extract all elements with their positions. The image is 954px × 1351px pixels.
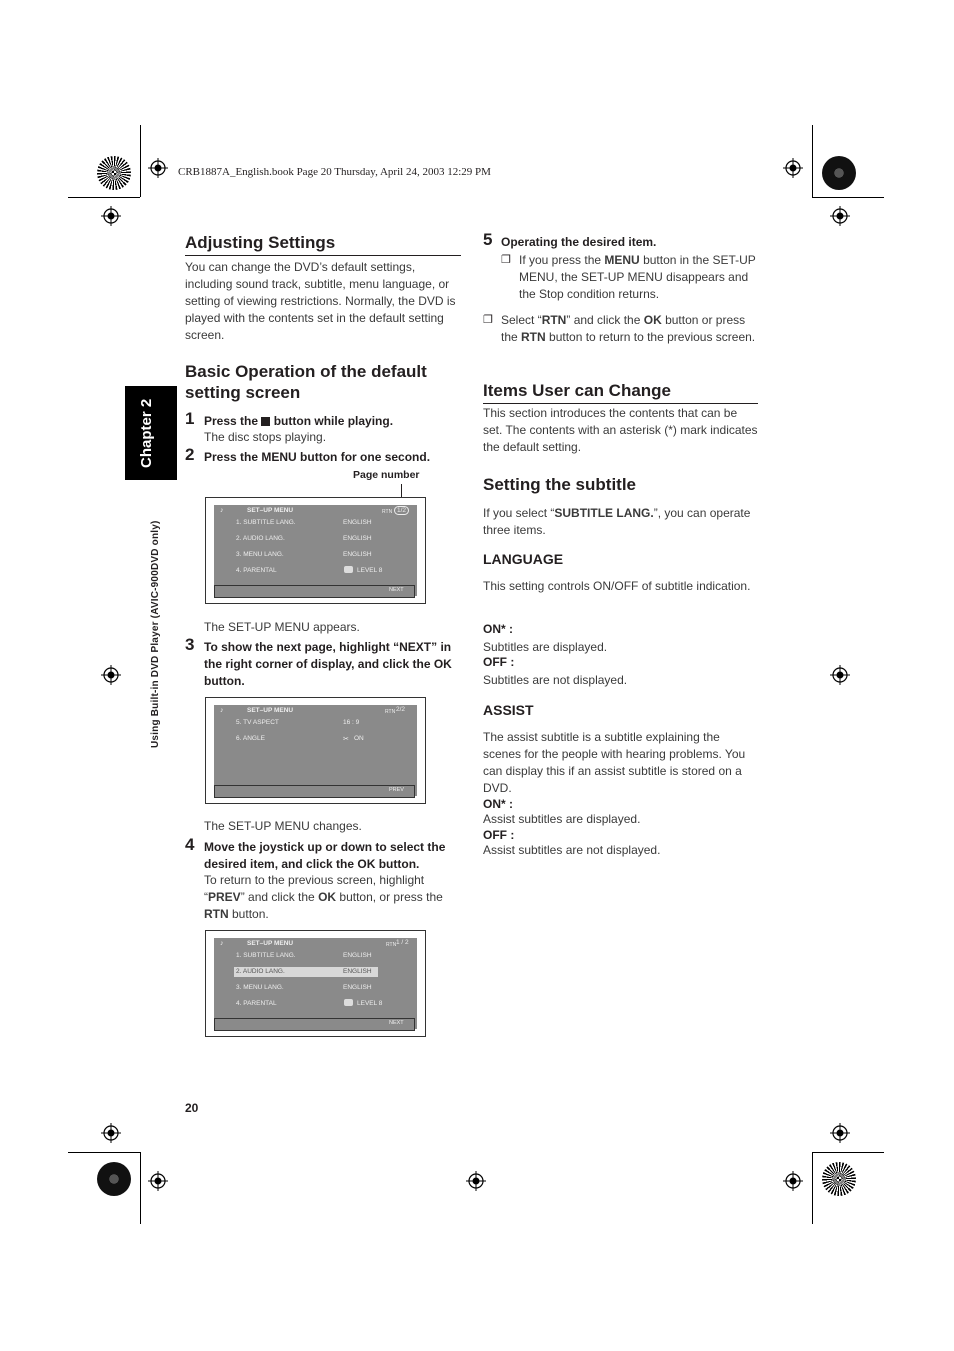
color-registration-icon (822, 1162, 856, 1196)
registration-mark-icon (830, 1123, 850, 1143)
setup-menu-screen-1 (205, 497, 426, 604)
menu-item-label: 4. PARENTAL (236, 1000, 277, 1007)
disc-icon: ♪ (220, 707, 224, 714)
next-label: NEXT (389, 587, 404, 593)
disc-icon: ♪ (220, 940, 224, 947)
crop-mark (812, 197, 884, 198)
menu-item-value: ENGLISH (343, 952, 372, 959)
registration-mark-icon (148, 1171, 168, 1191)
subsection-title: Setting the subtitle (483, 475, 636, 494)
menu-item-value: LEVEL 8 (357, 1000, 383, 1007)
bullet-text-part: ” and click the (566, 313, 644, 327)
option-label: ON* : (483, 797, 513, 811)
page-number: 20 (185, 1101, 199, 1115)
bullet-text (501, 312, 759, 346)
menu-item-label: 5. TV ASPECT (236, 719, 279, 726)
step-number: 1 (185, 409, 195, 428)
bullet-box-icon: ❐ (483, 314, 493, 326)
file-info-header: CRB1887A_English.book Page 20 Thursday, April 24, 2003 12:29 PM (178, 166, 491, 178)
lock-icon (344, 566, 353, 573)
menu-item-label: 1. SUBTITLE LANG. (236, 952, 296, 959)
step-text: Operating the desired item. (501, 235, 657, 249)
note-text-part: button. (228, 907, 269, 921)
items-paragraph: This section introduces the contents that can be set. The contents with an asterisk (*) mark indicates the default setting. (483, 406, 758, 454)
ok-key-label: OK (643, 313, 662, 327)
page-indicator: 2/2 (396, 706, 406, 713)
screen-caption: The SET-UP MENU appears. (204, 620, 360, 634)
section-title: Items User can Change (483, 381, 758, 404)
screen-footer-bar (214, 585, 415, 598)
crop-mark (140, 1152, 141, 1224)
section-title: Adjusting Settings (185, 233, 461, 256)
step-text-part: button. (375, 857, 420, 871)
option-description: Assist subtitles are not displayed. (483, 843, 661, 857)
step-number: 4 (185, 835, 195, 854)
ok-key-label: OK (357, 857, 376, 871)
option-label: OFF : (483, 828, 515, 842)
rtn-label: RTN (386, 942, 397, 948)
step-note (204, 872, 462, 923)
menu-item-label: 2. AUDIO LANG. (236, 535, 285, 542)
menu-item-value: 16 : 9 (343, 719, 360, 726)
option-description: Subtitles are displayed. (483, 640, 608, 654)
next-label: NEXT (389, 1020, 404, 1026)
menu-item-value: ENGLISH (343, 968, 372, 975)
menu-item-value: ENGLISH (343, 551, 372, 558)
registration-mark-icon (830, 206, 850, 226)
screen-footer-bar (214, 785, 415, 798)
option-description: Assist subtitles are displayed. (483, 812, 641, 826)
crop-mark (68, 197, 140, 198)
ok-key-label: OK (433, 657, 452, 671)
bullet-box-icon: ❐ (501, 254, 511, 266)
prev-key-label: PREV (208, 890, 241, 904)
step-text-part: Press the (204, 414, 262, 428)
menu-key-label: MENU (261, 450, 297, 464)
bullet-text-part: Select “ (501, 313, 542, 327)
menu-item-label: 6. ANGLE (236, 735, 265, 742)
menu-item-label: 4. PARENTAL (236, 567, 277, 574)
prev-label: PREV (389, 787, 404, 793)
rtn-label: RTN (382, 509, 393, 515)
menu-item-value: ENGLISH (343, 519, 372, 526)
menu-item-value: LEVEL 8 (357, 567, 383, 574)
screen-caption: The SET-UP MENU changes. (204, 819, 362, 833)
subsection-title: Basic Operation of the default setting screen (185, 362, 427, 402)
ok-key-label: OK (318, 890, 337, 904)
assist-paragraph: The assist subtitle is a subtitle explaining the scenes for the people with hearing problems. You can display this if an assist subtitle is stored on a DVD. (483, 730, 746, 795)
screen-title: SET–UP MENU (247, 940, 294, 947)
step-text-part: button. (204, 674, 245, 688)
disc-icon: ♪ (220, 507, 224, 514)
step-number: 2 (185, 445, 195, 464)
step-text (204, 639, 462, 690)
menu-item-value: ON (354, 735, 364, 742)
language-paragraph: This setting controls ON/OFF of subtitle indication. (483, 579, 751, 593)
paragraph-part: If you select “ (483, 506, 555, 520)
crop-mark (812, 1152, 884, 1153)
language-heading: LANGUAGE (483, 551, 564, 567)
step-text-part: Move the joystick up or down to select the desired item, and click the (204, 840, 446, 871)
subtitle-paragraph (483, 505, 758, 539)
rtn-key-label: RTN (521, 330, 546, 344)
subtitle-lang-label: SUBTITLE LANG. (554, 506, 654, 520)
step-text-part: button for one second. (296, 450, 431, 464)
option-label: ON* : (483, 622, 513, 636)
step-text-part: button while playing. (270, 414, 394, 428)
screen-footer-bar (214, 1018, 415, 1031)
page-number-callout: Page number (353, 469, 420, 481)
menu-item-label: 3. MENU LANG. (236, 984, 284, 991)
crop-mark (812, 125, 813, 197)
bullet-text-part: button or press the (501, 313, 746, 344)
step-text-part: Press the (204, 450, 262, 464)
camera-icon: ✂ (343, 736, 349, 743)
registration-mark-icon (148, 158, 168, 178)
registration-mark-icon (783, 158, 803, 178)
color-registration-icon (822, 156, 856, 190)
crop-mark (68, 1152, 140, 1153)
step-text (204, 839, 462, 873)
registration-mark-icon (466, 1171, 486, 1191)
crop-mark (140, 125, 141, 197)
step-text-part: To show the next page, highlight “NEXT” in the right corner of display, and click the (204, 640, 452, 671)
screen-title: SET–UP MENU (247, 507, 294, 514)
paragraph-part: ”, you can operate three items. (483, 506, 751, 537)
option-label: OFF : (483, 655, 515, 669)
assist-heading: ASSIST (483, 702, 534, 718)
intro-paragraph: You can change the DVD’s default settings, including sound track, subtitle, menu language, or setting of viewing restrictions. Normally, the DVD is played with the contents set in the default setting screen. (185, 260, 456, 342)
note-text-part: ” and click the (240, 890, 319, 904)
rtn-key-label: RTN (541, 313, 567, 327)
setup-menu-screen-2 (205, 697, 426, 804)
page-indicator: 1 / 2 (396, 939, 409, 946)
option-description: Subtitles are not displayed. (483, 673, 628, 687)
rtn-label: RTN (385, 709, 396, 715)
menu-item-label: 1. SUBTITLE LANG. (236, 519, 296, 526)
registration-mark-icon (101, 1123, 121, 1143)
menu-item-label: 3. MENU LANG. (236, 551, 284, 558)
color-registration-icon (97, 156, 131, 190)
screen-title: SET–UP MENU (247, 707, 294, 714)
chapter-label: Chapter 2 (138, 398, 155, 468)
step-note: The disc stops playing. (204, 430, 327, 444)
menu-key-label: MENU (604, 253, 640, 267)
bullet-text-part: button to return to the previous screen. (545, 330, 756, 344)
registration-mark-icon (101, 665, 121, 685)
step-text (204, 413, 462, 430)
step-text (204, 449, 462, 466)
registration-mark-icon (101, 206, 121, 226)
section-label: Using Built-in DVD Player (AVIC-900DVD only) (150, 520, 161, 748)
lock-icon (344, 999, 353, 1006)
rtn-key-label: RTN (204, 907, 229, 921)
registration-mark-icon (830, 665, 850, 685)
crop-mark (812, 1152, 813, 1224)
registration-mark-icon (783, 1171, 803, 1191)
page-indicator: 1/2 (394, 506, 409, 515)
setup-menu-screen-3 (205, 930, 426, 1037)
step-number: 3 (185, 635, 195, 654)
note-text-part: button, or press the (336, 890, 443, 904)
bullet-text (519, 252, 759, 303)
menu-item-value: ENGLISH (343, 984, 372, 991)
menu-item-label: 2. AUDIO LANG. (236, 968, 285, 975)
menu-item-value: ENGLISH (343, 535, 372, 542)
bullet-text-part: If you press the (519, 253, 605, 267)
note-text-part: To return to the previous screen, highlight “ (204, 873, 425, 904)
color-registration-icon (97, 1162, 131, 1196)
bullet-text-part: button in the SET-UP MENU, the SET-UP MENU disappears and the Stop condition returns. (519, 253, 756, 301)
step-number: 5 (483, 230, 493, 249)
